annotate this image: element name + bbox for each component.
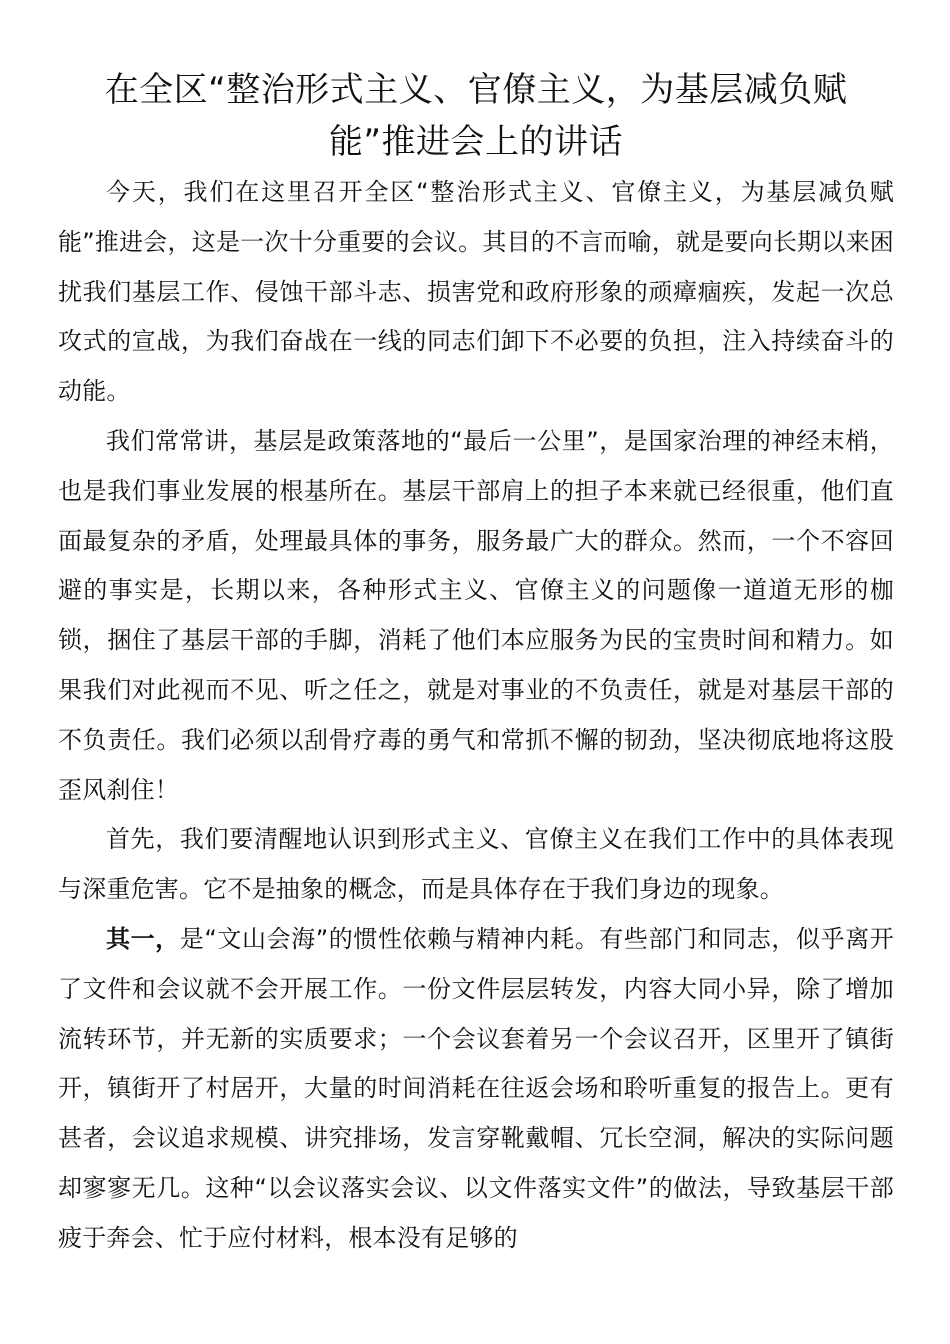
document-page	[58, 64, 894, 1264]
paragraph-4	[58, 915, 894, 1264]
paragraph-1	[58, 168, 894, 417]
paragraph-4-lead: 其一，	[106, 924, 180, 953]
paragraph-3	[58, 815, 894, 915]
paragraph-1-text: 今天，我们在这里召开全区“整治形式主义、官僚主义，为基层减负赋能”推进会，这是一次十分重要的会议。其目的不言而喻，就是要向长期以来困扰我们基层工作、侵蚀干部斗志、损害党和政府形象的顽瘴痼疾，发起一次总攻式的宣战，为我们奋战在一线的同志们卸下不必要的负担，注入持续奋斗的动能。	[58, 178, 894, 406]
document-title: 在全区“整治形式主义、官僚主义，为基层减负赋能”推进会上的讲话	[104, 70, 848, 162]
paragraph-2-text: 我们常常讲，基层是政策落地的“最后一公里”，是国家治理的神经末梢，也是我们事业发展的根基所在。基层干部肩上的担子本来就已经很重，他们直面最复杂的矛盾，处理最具体的事务，服务最广大的群众。然而，一个不容回避的事实是，长期以来，各种形式主义、官僚主义的问题像一道道无形的枷锁，捆住了基层干部的手脚，消耗了他们本应服务为民的宝贵时间和精力。如果我们对此视而不见、听之任之，就是对事业的不负责任，就是对基层干部的不负责任。我们必须以刮骨疗毒的勇气和常抓不懈的韧劲，坚决彻底地将这股歪风刹住！	[58, 426, 894, 804]
paragraph-3-text: 首先，我们要清醒地认识到形式主义、官僚主义在我们工作中的具体表现与深重危害。它不是抽象的概念，而是具体存在于我们身边的现象。	[58, 825, 894, 904]
paragraph-4-text: 是“文山会海”的惯性依赖与精神内耗。有些部门和同志，似乎离开了文件和会议就不会开展工作。一份文件层层转发，内容大同小异，除了增加流转环节，并无新的实质要求；一个会议套着另一个会议召开，区里开了镇街开，镇街开了村居开，大量的时间消耗在往返会场和聆听重复的报告上。更有甚者，会议追求规模、讲究排场，发言穿靴戴帽、冗长空洞，解决的实际问题却寥寥无几。这种“以会议落实会议、以文件落实文件”的做法，导致基层干部疲于奔会、忙于应付材料，根本没有足够的	[58, 924, 894, 1252]
paragraph-2	[58, 417, 894, 815]
